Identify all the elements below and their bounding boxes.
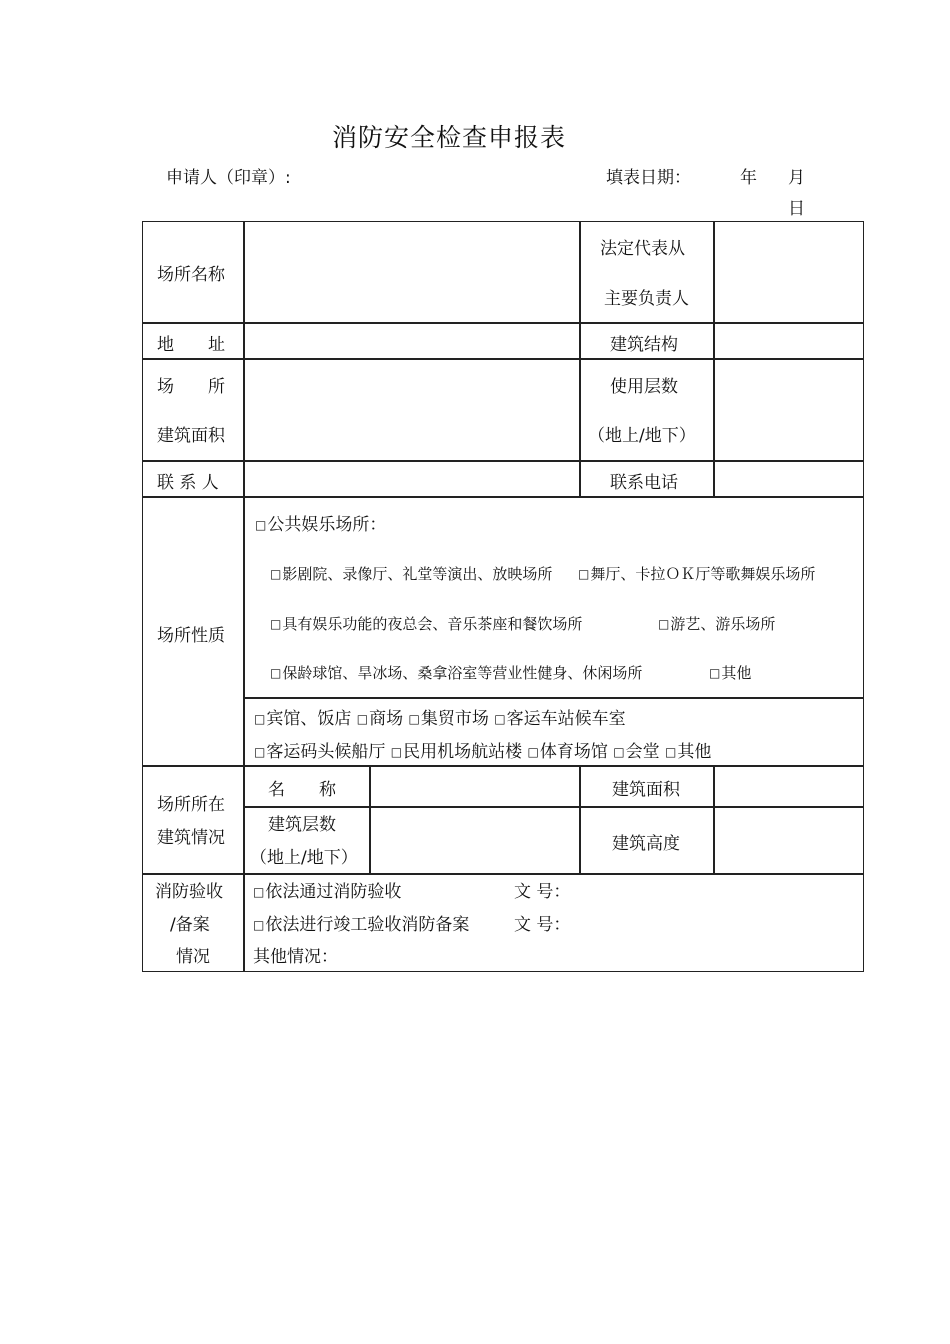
col-divider xyxy=(369,765,371,874)
nature-label: 场所性质 xyxy=(157,626,225,646)
row-divider xyxy=(142,322,864,324)
venue-area-label: 建筑面积 xyxy=(157,426,225,446)
option-label: 商场 xyxy=(369,709,404,729)
fill-date-label: 填表日期： xyxy=(606,168,691,188)
option-label: 舞厅、卡拉ＯＫ厅等歌舞娱乐场所 xyxy=(590,565,816,583)
row-divider xyxy=(142,873,864,875)
option-label: 客运码头候船厅 xyxy=(266,742,386,762)
checkbox-icon[interactable]: □ xyxy=(253,885,265,899)
dance-option[interactable] xyxy=(578,563,815,584)
row-divider xyxy=(142,765,864,767)
checkbox-icon[interactable]: □ xyxy=(390,745,403,759)
row-divider xyxy=(142,358,864,360)
option-label: 集贸市场 xyxy=(420,709,489,729)
contact-label: 联 系 人 xyxy=(157,473,219,493)
bowling-option[interactable] xyxy=(270,662,642,683)
other-status-label: 其他情况： xyxy=(253,947,338,967)
address-label: 地 址 xyxy=(157,335,225,355)
option-label: 依法进行竣工验收消防备案 xyxy=(265,915,470,935)
public-ent-option[interactable] xyxy=(255,510,386,535)
legal-rep-label-2: 主要负责人 xyxy=(604,289,689,309)
col-divider xyxy=(243,221,245,972)
checkbox-icon[interactable]: □ xyxy=(709,666,721,680)
other-venue-options-line-1 xyxy=(254,704,626,729)
checkbox-icon[interactable]: □ xyxy=(255,518,267,532)
option-label: 其他 xyxy=(721,664,752,682)
option-label: 公共娱乐场所： xyxy=(267,515,387,535)
phone-label: 联系电话 xyxy=(610,473,678,493)
option-label: 体育场馆 xyxy=(539,742,608,762)
venue-label: 场 所 xyxy=(157,377,225,397)
row-divider xyxy=(142,460,864,462)
row-divider xyxy=(142,496,864,498)
arcade-option[interactable] xyxy=(658,613,775,634)
doc-no-label-1: 文 号： xyxy=(514,882,571,902)
floors-updown-label: （地上/地下） xyxy=(588,426,696,446)
col-divider xyxy=(579,221,581,497)
checkbox-icon[interactable]: □ xyxy=(253,918,265,932)
structure-label: 建筑结构 xyxy=(610,335,678,355)
nightclub-option[interactable] xyxy=(270,613,582,634)
col-divider xyxy=(579,765,581,874)
other-option-1[interactable] xyxy=(709,662,751,683)
building-updown-label: （地上/地下） xyxy=(250,848,358,868)
legal-rep-label-1: 法定代表从 xyxy=(600,239,685,259)
building-floors-label: 建筑层数 xyxy=(268,815,336,835)
option-label: 保龄球馆、旱冰场、桑拿浴室等营业性健身、休闲场所 xyxy=(282,664,643,682)
other-venue-options-line-2 xyxy=(254,737,711,762)
col-divider xyxy=(713,765,715,874)
acceptance-label-3: 情况 xyxy=(176,947,210,967)
day-label: 日 xyxy=(788,199,805,219)
page-title: 消防安全检查申报表 xyxy=(332,123,567,152)
col-divider xyxy=(713,221,715,497)
row-divider xyxy=(243,806,864,808)
checkbox-icon[interactable]: □ xyxy=(408,712,420,726)
building-info-label-1: 场所所在 xyxy=(157,795,225,815)
option-label: 影剧院、录像厅、礼堂等演出、放映场所 xyxy=(282,565,553,583)
floors-used-label: 使用层数 xyxy=(610,377,678,397)
checkbox-icon[interactable]: □ xyxy=(270,617,282,631)
filed-acceptance-option[interactable] xyxy=(253,910,469,935)
checkbox-icon[interactable]: □ xyxy=(665,745,677,759)
option-label: 游艺、游乐场所 xyxy=(670,615,776,633)
option-label: 依法通过消防验收 xyxy=(265,882,402,902)
option-label: 会堂 xyxy=(625,742,660,762)
acceptance-label-1: 消防验收 xyxy=(155,882,223,902)
checkbox-icon[interactable]: □ xyxy=(613,745,625,759)
option-label: 其他 xyxy=(677,742,712,762)
checkbox-icon[interactable]: □ xyxy=(254,745,266,759)
option-label: 客运车站候车室 xyxy=(506,709,626,729)
building-area-label: 建筑面积 xyxy=(612,780,680,800)
checkbox-icon[interactable]: □ xyxy=(270,567,282,581)
checkbox-icon[interactable]: □ xyxy=(578,567,590,581)
passed-acceptance-option[interactable] xyxy=(253,877,401,902)
theater-option[interactable] xyxy=(270,563,552,584)
checkbox-icon[interactable]: □ xyxy=(270,666,282,680)
acceptance-label-2: /备案 xyxy=(170,915,210,935)
building-height-label: 建筑高度 xyxy=(612,834,680,854)
option-label: 民用机场航站楼 xyxy=(403,742,523,762)
building-info-label-2: 建筑情况 xyxy=(157,828,225,848)
doc-no-label-2: 文 号： xyxy=(514,915,571,935)
checkbox-icon[interactable]: □ xyxy=(494,712,506,726)
checkbox-icon[interactable]: □ xyxy=(254,712,266,726)
checkbox-icon[interactable]: □ xyxy=(658,617,670,631)
checkbox-icon[interactable]: □ xyxy=(356,712,369,726)
option-label: 宾馆、饭店 xyxy=(266,709,352,729)
option-label: 具有娱乐功能的夜总会、音乐茶座和餐饮场所 xyxy=(282,615,583,633)
building-name-label: 名 称 xyxy=(268,780,336,800)
venue-name-label: 场所名称 xyxy=(157,265,225,285)
row-divider xyxy=(243,697,864,699)
checkbox-icon[interactable]: □ xyxy=(527,745,539,759)
applicant-label: 申请人（印章）: xyxy=(166,168,291,188)
year-label: 年 xyxy=(740,168,757,188)
month-label: 月 xyxy=(788,168,805,188)
